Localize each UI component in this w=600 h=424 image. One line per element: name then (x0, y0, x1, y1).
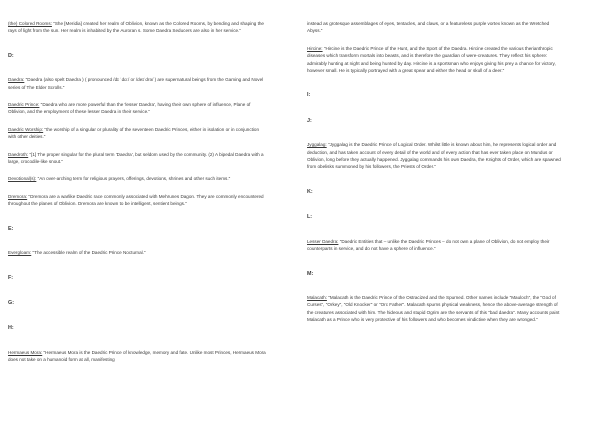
section-heading-d: D: (8, 52, 14, 59)
glossary-entry-malacath (307, 294, 565, 324)
entry-definition: "Hermaeus Mora is the Daedric Prince of knowledge, memory and fate. Unlike most Princes, Hermaeus Mora does not take on a humanoid form at all, manifesting (8, 349, 266, 363)
entry-term: Daedroth: (8, 151, 29, 157)
entry-definition: "Daedra (also spelt Daedra ) ( pronounced /dɪ ˈdɑː/ or /deɪˈdrə/ ) are supernatural beings from the Gaming and Novel series of The Elder Scrolls." (8, 77, 264, 90)
entry-definition: "Dremora are a warlike Daedric race commonly associated with Mehrunes Dagon. They are commonly encountered throughout the planes of Oblivion. Dremora are known to be intelligent, sentient beings." (8, 193, 264, 207)
entry-term: Devotional(s): (8, 176, 37, 182)
glossary-entry-daedra (8, 76, 266, 91)
entry-term: Hircine: (307, 45, 323, 51)
section-heading-g: G: (8, 299, 14, 306)
entry-definition: "She [Meridia] created her realm of Oblivion, known as the Colored Rooms, by bending and shaping the rays of light from the sun. Her realm is inhabited by the Auroran s. Some Daedra Seducers are also in her service." (8, 21, 264, 34)
glossary-entry-continuation (307, 20, 565, 35)
entry-definition: "Daedra who are more powerful than the 'lesser Daedra', having their own sphere of influence, Plane of Oblivion, and the employment of these lesser Daedra in their service." (8, 102, 251, 115)
glossary-entry-devotional (8, 175, 266, 182)
entry-definition: "An over-arching term for religious prayers, offerings, devotions, shrines and other such items." (36, 176, 231, 182)
entry-definition: "the worship of a singular or plurality of the seventeen Daedric Princes, either in isolation or in conjunction with other deities." (8, 126, 260, 140)
glossary-entry-jyggalag (307, 141, 565, 171)
glossary-entry-daedroth (8, 151, 266, 166)
entry-term: Jyggalag: (307, 142, 327, 148)
entry-term: Malacath: (307, 294, 327, 300)
glossary-entry-dremora (8, 193, 266, 208)
section-heading-j: J: (307, 117, 312, 124)
section-heading-m: M: (307, 270, 314, 277)
entry-term: Dremora: (8, 193, 28, 199)
left-column (8, 20, 266, 374)
section-heading-h: H: (8, 325, 14, 332)
right-column (307, 20, 565, 334)
entry-definition: "Malacath is the Daedric Prince of the Ostracized and the Spurned. Other names include "Mauloch", the "God of Curses", "Orkey", "Old Knocker" or "Orc Father". Malacath spurns physical weakness, hence the above-average strength of the creatures associated with him. The hideous and stupid Ogrim are the servants of this "bad daedra". Many accounts paint Malacath as a Prince who is very protective of his followers and who becomes vindictive when they are wronged." (307, 294, 560, 323)
entry-definition: "[1] The proper singular for the plural term 'Daedra', but seldom used by the community. (2) A bipedal Daedra with a large, crocodile-like snout." (8, 151, 264, 165)
entry-definition: "Hircine is the Daedric Prince of the Hunt, and the Sport of the Daedra. Hircine created the various therianthropic diseases which transform mortals into beasts, and is therefore the guardian of were-creatures. They reflect his sphere: admirably hunting at night and being hunted by day. Hircine is a sportsman who enjoys giving his prey a chance for victory, however small. He is typically portrayed with a great spear and either the head or skull of a deer." (307, 45, 556, 74)
glossary-entry-lesser-daedra (307, 238, 565, 253)
entry-term: Daedra: (8, 77, 25, 83)
glossary-entry-colored-rooms (8, 20, 266, 35)
glossary-entry-daedric-prince (8, 101, 266, 116)
entry-definition: "Jyggalag is the Daedric Prince of Logical Order. Whilst little is known about him, he represents logical order and deduction, and has taken account of every detail of the world and of every action that has ever taken place on Mundus or Oblivion, long before they actually happened. Jyggalag commands his own Daedra, the Knights of Order, which are spawned from obelisks summoned by his followers, the Priests of Order." (307, 142, 561, 170)
glossary-entry-daedric-worship (8, 126, 266, 141)
entry-term: Lesser Daedra: (307, 238, 339, 244)
section-heading-i: I: (307, 92, 311, 99)
section-heading-e: E: (8, 225, 14, 232)
entry-term: Daedric Prince: (8, 102, 40, 108)
section-heading-l: L: (307, 214, 313, 221)
glossary-entry-hircine (307, 45, 565, 75)
glossary-entry-hermaeus-mora (8, 349, 266, 364)
entry-term: (the) Colored Rooms: (8, 21, 52, 26)
entry-definition: instead as grotesque assemblages of eyes, tentacles, and claws, or a featureless purple vortex known as the Wretched Abyss." (307, 21, 550, 34)
entry-term: Hermaeus Mora: (8, 349, 43, 355)
entry-definition: "Daedric Entities that – unlike the Daedric Princes – do not own a plane of Oblivion, do not employ their counterparts in service, and do not have a sphere of influence." (307, 238, 550, 252)
entry-definition: "The accessible realm of the Daedric Prince Nocturnal." (31, 250, 146, 256)
section-heading-k: K: (307, 188, 313, 195)
entry-term: Daedric Worship: (8, 126, 44, 132)
glossary-entry-evergloam (8, 249, 266, 256)
section-heading-f: F: (8, 274, 14, 281)
entry-term: Evergloam: (8, 250, 32, 256)
